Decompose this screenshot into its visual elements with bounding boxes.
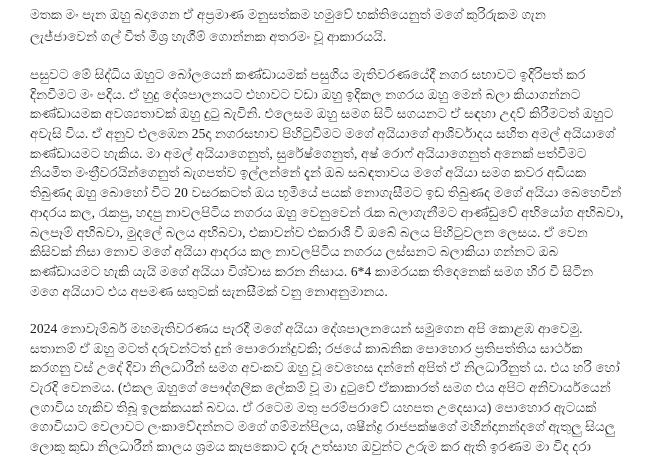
text-line: දිනවීමට මං පදිය. ඒ හුදු දේශපාලනයට එහාවට වඩා ඔහු ඉදිකල නගරය ඔහු මෙන් බලා කියාගන්නට [30, 86, 581, 102]
text-line: ලොකු කුඩා නිලධාරීන් කාලය ශ්‍රමය කැපකොට දැරූ උත්සාහ ඔවුන්ට උරුම කර ඇති ඉරණම මා විද දරා [30, 439, 592, 455]
text-line: කණ්ඩායමට හැකිය. මා අමල් අයියාගෙනුත්, සුරේෂ්ගෙනුත්, අෂ් රොෆ් අයියාගෙනුත් අනෙක් පත්වීමට [30, 145, 587, 161]
text-line: කරගනු වස් උදේ දිවා නිලධාරීන් සමග අවංකව ඔහු වූ වෙහෙස දන්නේ අපිත් ඒ නිලධාරීනුත් ය. එය හරි හෝ [30, 360, 620, 376]
text-line: නියමිත මංත්‍රීවරයින්ගෙනුත් බැගපත්ව ඉල්ලන්නේ දැන් ඔබ සබඳතාවය මගේ අයියා සමග කවර අඩියක [30, 165, 587, 181]
paragraph-3 [30, 319, 642, 457]
text-line: කිසිවක් නිසා නොව මගේ අයියා ආදරය කල නාවලපිටිය නගරය ලස්සනට බලාකියා ගන්නට ඔබ [30, 244, 559, 260]
text-line: පසුවට මේ සිද්ධිය ඔහුට බෝලයෙන් කණ්ඩායමක් පසුගිය මැතිවරණයේදී නගර සභාවට ඉදිරිපත් කර [30, 67, 586, 82]
text-line: බලපෑම් අභිබවා, මුදලේ බලය අභිබවා, එකාවන්ව එකරාශි වී ඔබේ බලය පිහිටුවලන ලෙසය. ඒ වෙන [30, 224, 588, 240]
text-line: ලගාවිය හැකිව තිබූ ඉලක්කයක් බවය. ඒ රටෙම මතු පරම්පරාවේ යහපත උදෙසාය) පොහොර ඇටයක් [30, 399, 597, 415]
text-line: මගෙ අයියාට එය අපමණ සතුටක් සැනසීමක් වනු නොඅනුමානය. [30, 283, 388, 299]
text-line: 2024 නොවැම්බර් මහමැතිවරණය පැරදී මගේ අයියා දේශපාලනයෙන් සමුගෙන අපි කොළඹ ආවෙමු. [30, 321, 583, 336]
text-line: මතක මං පැන ඔහු බදාගෙන ඒ අප්‍රමාණ මනුසත්කම හමුවේ භක්තියෙනුත් මගේ කුරිරුකම ගැන [30, 7, 546, 22]
paragraph-1 [30, 4, 642, 48]
text-line: ආදරය කල, රැකපු, හදපු නාවලපිටිය නගරය ඔහු වෙනුවෙන් රැක බලාගැනීමට ආණ්ඩුවේ අභියෝග අභිබවා, [30, 204, 624, 220]
text-line: ලැජ්ජාවෙන් ගල් වීත් මිශ්‍ර හැගීම් ගොන්නක අතරමං වූ ආකාරයයි. [30, 29, 387, 44]
text-line: කණ්ඩායමක අවශ්‍යතාවක් ඔහු දුටු බැවිනි. එලෙසම ඔහු සමග සිටි සගයනට ඒ සඳහා උදව් කිරීමටත් ඔහුට [30, 106, 614, 122]
text-line: කණ්ඩායමට හැකි යැයි මගේ අයියා විශ්වාස කරන නිසාය. 6*4 කාමරයක තිදෙනෙක් සමග හිර වී සිටින [30, 263, 594, 279]
text-line: අවැසි විය. ඒ අනුව එලඹෙන 25දා නගරසභාව පිහිටුවීමට මගේ අයියාගේ ආශිර්වාදය සහිත අමල් අයියාගේ [30, 126, 615, 142]
text-line: තිබුණද ඔහු බොහෝ විට 20 වසරකටත් ඔය භූමියේ පයක් නොගැසීමට ඉඩ තිබුණද මගේ අයියා බෙහෙවින් [30, 185, 622, 201]
text-line: වැරදි වෙනමය. (එකල ඔහුගේ පෞද්ගලික ලේකම් වූ මා දුටුවේ ඒකාකාරත් සමග එය අපිට අනිවාර්යයෙන් [30, 380, 611, 396]
text-line: සතානම් ඒ ඔහු මටත් දරුවන්ටත් දුන් පොරොන්දුවකි; රජයේ කාබනික පොහොර ප්‍රතිපත්තිය සාර්ථක [30, 340, 583, 356]
text-line: ගොවියාට වෙලාවට ලංකාවේදන්නට මගේ ගම්මන්පිලය, ශෂීන්ද්‍ර රාජපක්ෂගේ මහින්දානන්දගේ ඇතුලු සියලු [30, 419, 616, 435]
paragraph-2 [30, 65, 642, 301]
